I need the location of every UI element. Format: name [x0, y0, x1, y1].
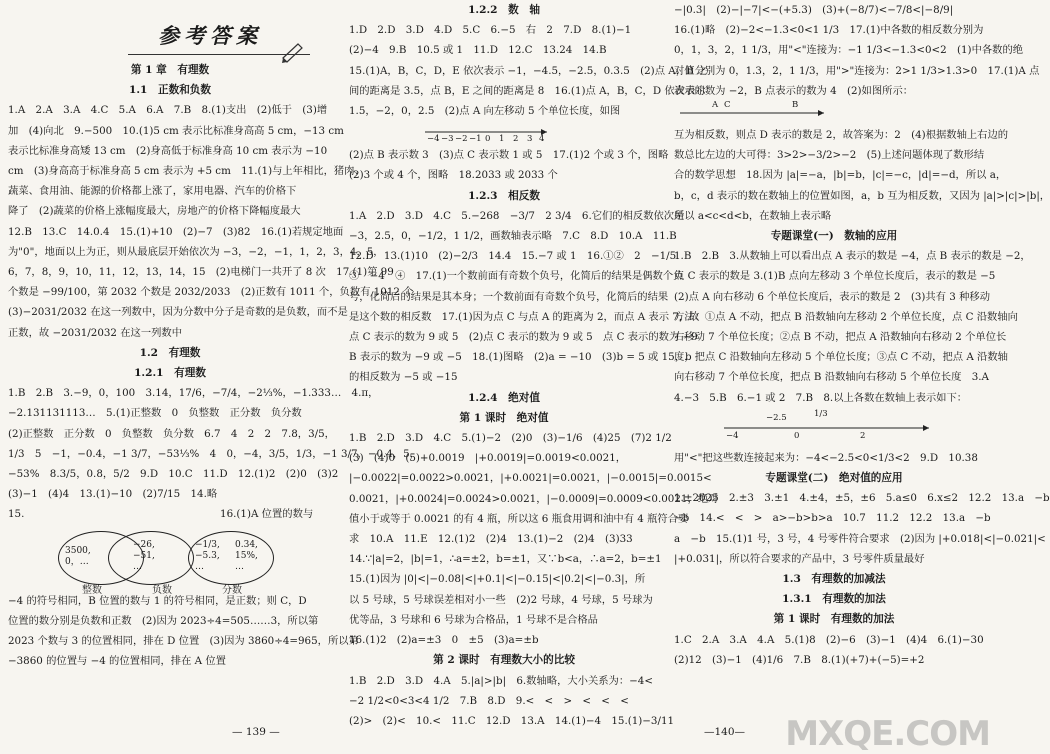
answer-line: (2)点 A 向右移动 6 个单位长度后，表示的数是 2 (3)共有 3 种移动 — [674, 290, 990, 303]
subsection-heading: 1.3.1 有理数的加法 — [782, 593, 886, 606]
answer-line: −2.131131113… 5.(1)正整数 0 负整数 正分数 负分数 — [8, 407, 302, 420]
answer-line: 16.(1)略 (2)−2<−1.3<0<1 1/3 17.(1)中各数的相反数分别为 — [674, 24, 984, 37]
answer-line: −b 14.< < > a>−b>b>a 10.7 11.2 12.2 13.a −b — [674, 512, 991, 525]
section-heading: 1.2 有理数 — [139, 346, 201, 359]
tick-label: 2 — [513, 134, 519, 145]
point-label-a: A — [712, 100, 719, 111]
number-line-figure-values — [674, 408, 994, 448]
section-heading: 1.3 有理数的加减法 — [782, 573, 886, 586]
fraction-caption: 分数 — [222, 584, 242, 596]
negative-caption: 负数 — [152, 584, 172, 596]
answer-line: 合的数学思想 18.因为 |a|=−a，|b|=b，|c|=−c，|d|=−d，所以 a， — [674, 169, 1007, 182]
answer-line: 右移动 7 个单位长度；②点 B 不动，把点 A 沿数轴向右移动 2 个单位长 — [674, 331, 1007, 344]
answer-line: 正数，故 −2031/2032 在这一列数中 — [8, 326, 183, 339]
answer-line: 表示的数为 −2，B 点表示的数为 4 (2)如图所示： — [674, 84, 914, 97]
right-column — [668, 0, 1050, 754]
answer-line: 表示比标准身高矮 13 cm (2)身高低于标准身高 10 cm 表示为 −10 — [8, 144, 328, 157]
number-line-figure-abc — [674, 101, 994, 125]
answer-line: 求 10.A 11.E 12.(1)2 (2)4 13.(1)−2 (2)4 (3)33 — [349, 533, 633, 546]
answer-line: B 表示的数为 −9 或 −5 18.(1)图略 (2)a = −10 (3)b = 5 或 15，b — [349, 351, 692, 364]
answer-line: 15. 16.(1)A 位置的数与 — [8, 508, 314, 521]
middle-column — [345, 0, 719, 748]
page-title: 参考答案 — [158, 23, 262, 48]
answer-line: 1/3 5 −1，−0.4，−1 3/7，−53⅓% 4 0，−4，3/5，1/3，−1 3/7，−0.4，5， — [8, 447, 420, 460]
answer-line: (3) (4)0 (5)+0.0019 |+0.0019|=0.0019<0.0021， — [349, 452, 627, 465]
answer-line: 号，化简后的结果是其本身；一个数前面有奇数个负号，化简后的结果 — [349, 290, 669, 303]
answer-line: −4 的符号相同，B 位置的数与 1 的符号相同，是正数；则 C，D — [8, 594, 307, 607]
topic-heading: 专题课堂(二) 绝对值的应用 — [765, 472, 903, 485]
answer-line: 1.A 2.D 3.D 4.C 5.−268 −3/7 2 3/4 6.它们的相反数依次是 — [349, 209, 685, 222]
number-line-figure — [349, 121, 659, 145]
answer-line: (2)12 (3)−1 (4)1/6 7.B 8.(1)(+7)+(−5)=+2 — [674, 653, 925, 666]
answer-line: −53% 8.3/5，0.8，5/2 9.D 10.C 11.D 12.(1)2 (2)0 (3)2 — [8, 468, 339, 481]
answer-line: 1.D 2.D 3.D 4.D 5.C 6.−5 右 2 7.D 8.(1)−1 — [349, 24, 632, 37]
answer-line: 1.±2025 2.±3 3.±1 4.±4，±5，±6 5.a≤0 6.x≤2 12.2 13.a −b — [674, 492, 1050, 505]
subsection-heading: 1.2.1 有理数 — [134, 367, 206, 380]
tick-label: −2 — [455, 134, 468, 145]
topic-heading: 专题课堂(一) 数轴的应用 — [770, 230, 898, 243]
negative-set-values: −26, −51, … — [133, 539, 155, 572]
answer-line: cm (3)身高高于标准身高 5 cm 表示为 +5 cm 11.(1)与上年相比，猪肉、 — [8, 165, 365, 178]
answer-line: 1.B 2.B 3.−9，0，100 3.14，17/6，−7/4，−2⅓%，−1.333… 4.π， — [8, 387, 379, 400]
answer-line: 优等品，3 号球和 6 号球为合格品，1 号球不是合格品 — [349, 613, 598, 626]
answer-line: 16.(1)2 (2)a=±3 0 ±5 (3)a=±b — [349, 634, 539, 647]
point-label-c: C — [724, 100, 731, 111]
answer-line: 15.(1)因为 |0|<|−0.08|<|+0.1|<|−0.15|<|0.2|<|−0.3|，所 — [349, 573, 646, 586]
answer-line: (2)正整数 正分数 0 负整数 负分数 6.7 4 2 2 7.8，3/5， — [8, 427, 335, 440]
pen-icon — [280, 38, 306, 64]
lesson-heading: 第 1 课时 有理数的加法 — [773, 613, 895, 626]
answer-line: 12.D 13.(1)10 (2)−2/3 14.4 15.−7 或 1 16.①② 2 −1/5 — [349, 250, 677, 263]
page-number-right: —140— — [704, 725, 746, 738]
answer-line: b，c，d 表示的数在数轴上的位置如图，a，b 互为相反数，又因为 |a|>|c|>|b|， — [674, 189, 1050, 202]
answer-line: 1.A 2.A 3.A 4.C 5.A 6.A 7.B 8.(1)支出 (2)低于 (3)增 — [8, 104, 328, 117]
answer-line: 1.B 2.D 3.D 4.C 5.(1)−2 (2)0 (3)−1/6 (4)25 (7)2 1/2 — [349, 432, 672, 445]
answer-line: 1.C 2.A 3.A 4.A 5.(1)8 (2)−6 (3)−1 (4)4 6.(1)−30 — [674, 633, 984, 646]
answer-line: 以 5 号球，5 号球误差相对小一些 (2)2 号球，4 号球，5 号球为 — [349, 593, 653, 606]
answer-line: 的相反数为 −5 或 −15 — [349, 371, 458, 384]
answer-line: 对值分别为 0，1.3，2，1 1/3，用">"连接为：2>1 1/3>1.3>0 17.(1)A 点 — [674, 64, 1040, 77]
answer-line: 间的距离是 3.5，点 B，E 之间的距离是 8 16.(1)点 A，B，C，D 依次表示 — [349, 84, 706, 97]
tick-label: −4 — [427, 134, 440, 145]
chapter-heading: 第 1 章 有理数 — [130, 64, 210, 76]
answer-line: −3，2.5，0，−1/2，1 1/2，画数轴表示略 7.C 8.D 10.A 11.B — [349, 230, 677, 243]
answer-line: −|0.3| (2)−|−7|<−(+5.3) (3)+(−8/7)<−7/8<|−8/9| — [674, 4, 954, 16]
answer-line: 1.B 2.B 3.从数轴上可以看出点 A 表示的数是 −4，点 B 表示的数是 −2， — [674, 250, 1031, 263]
answer-line: 2023 个数与 3 的位置相同，排在 D 位置 (3)因为 3860÷4=965，所以第 — [8, 635, 359, 648]
answer-line: 0.0021，|+0.0024|=0.0024>0.0021，|−0.0009|=0.0009<0.0021，绝对 — [349, 492, 719, 505]
value-label: −2.5 — [766, 412, 787, 423]
tick-label: 3 — [527, 134, 533, 145]
tick-label: 1 — [499, 134, 505, 145]
value-label: −4 — [726, 430, 739, 441]
site-watermark: MXQE.COM — [785, 713, 990, 754]
answer-line: 0，1，3，2，1 1/3，用"<"连接为：−1 1/3<−1.3<0<2 (1)中各数的绝 — [674, 44, 1024, 57]
tick-label: 0 — [485, 134, 491, 145]
answer-line: 1.5，−2，0，2.5 (2)点 A 向左移动 5 个单位长度，如图 — [349, 105, 621, 118]
answer-line: 点 C 表示的数为 9 或 5 (2)点 C 表示的数为 9 或 5 点 C 表示的数为 −9 — [349, 331, 698, 344]
answer-line: 是这个数的相反数 17.(1)因为点 C 与点 A 的距离为 2，而点 A 表示 7，故 — [349, 310, 700, 323]
fraction-set-values-right: 0.34, 15%, … — [235, 539, 258, 572]
answer-line: 值小于或等于 0.0021 的有 4 瓶，所以这 6 瓶食用调和油中有 4 瓶符合要 — [349, 512, 689, 525]
integer-set-values: 3500, 0，… — [65, 545, 91, 567]
lesson-heading: 第 2 课时 有理数大小的比较 — [433, 654, 575, 667]
value-label: 1/3 — [814, 408, 828, 419]
subsection-heading: 1.2.4 绝对值 — [468, 391, 540, 404]
answer-line: 4.−3 5.B 6.−1 或 2 7.B 8.以上各数在数轴上表示如下： — [674, 391, 968, 404]
answer-line: 1.B 2.D 3.D 4.A 5.|a|>|b| 6.数轴略，大小关系为：−4< — [349, 674, 653, 687]
answer-line: 14.∵|a|=2，|b|=1，∴a=±2，b=±1，又∵b<a，∴a=2，b=±1 — [349, 553, 662, 566]
answer-line: 用"<"把这些数连接起来为：−4<−2.5<0<1/3<2 9.D 10.38 — [674, 451, 978, 464]
value-label: 0 — [794, 430, 800, 441]
subsection-heading: 1.2.2 数 轴 — [468, 4, 540, 16]
answer-line: (3)−2031/2032 在这一列数中，因为分数中分子是奇数的是负数，而不是 — [8, 306, 348, 319]
answer-key-header — [0, 0, 340, 60]
answer-line: −2 1/2<0<3<4 1/2 7.B 8.D 9.< < > < < < — [349, 694, 629, 707]
section-heading: 1.1 正数和负数 — [129, 84, 211, 97]
answer-line: (2)3 个或 4 个，图略 18.2033 或 2033 个 — [349, 169, 558, 182]
answer-line: |−0.0022|=0.0022>0.0021，|+0.0021|=0.0021，|−0.0015|=0.0015< — [349, 472, 712, 485]
answer-line: 蔬菜、食用油、能源的价格都上涨了，家用电器、汽车的价格下 — [8, 185, 297, 198]
fraction-set-values-left: −1/3, −5.3, … — [195, 539, 220, 572]
answer-line: 方法：①点 A 不动，把点 B 沿数轴向左移动 2 个单位长度，点 C 沿数轴向 — [674, 310, 1018, 323]
answer-line: 所以 a<c<d<b，在数轴上表示略 — [674, 209, 832, 222]
answer-line: −3860 的位置与 −4 的位置相同，排在 A 位置 — [8, 655, 226, 668]
answer-line: 15.(1)A，B，C，D，E 依次表示 −1，−4.5，−2.5，0.3.5 (2)点 A，B 之 — [349, 64, 708, 77]
answer-line: 位置的数分别是负数和正数 (2)因为 2023÷4=505……3，所以第 — [8, 614, 319, 627]
answer-line: a −b 15.(1)1 号，3 号，4 号零件符合要求 (2)因为 |+0.018|<|−0.021|< — [674, 532, 1046, 545]
value-label: 2 — [860, 430, 866, 441]
answer-line: 点 C 表示的数是 3.(1)B 点向左移动 3 个单位长度后，表示的数是 −5 — [674, 270, 996, 283]
tick-label: −3 — [441, 134, 454, 145]
answer-line: |+0.031|，所以符合要求的产品中，3 号零件质量最好 — [674, 552, 925, 565]
answer-line: 个数是 −99/100，第 2032 个数是 2032/2033 (2)正数有 1011 个，负数有 1012 个 — [8, 286, 414, 299]
fraction-set-oval — [188, 531, 274, 585]
page-number-left: — 139 — — [232, 725, 280, 738]
negative-set-oval — [108, 531, 194, 585]
answer-line: 为"0"，地面以上为正，则从最底层开始依次为 −3，−2，−1，1，2，3，4，5， — [8, 245, 384, 258]
answer-line: (3)−1 (4)4 13.(1)−10 (2)7/15 14.略 — [8, 488, 218, 501]
point-label-b: B — [792, 100, 799, 111]
answer-line: 6，7，8，9，10，11，12，13，14，15 (2)电梯门一共开了 8 次 17.(1)第 99 — [8, 266, 394, 279]
answer-line: 度，把点 C 沿数轴向左移动 5 个单位长度；③点 C 不动，把点 A 沿数轴 — [674, 351, 1008, 364]
answer-line: 互为相反数，则点 D 表示的数是 2，故答案为：2 (4)根据数轴上右边的 — [674, 129, 1009, 142]
tick-label: −1 — [469, 134, 482, 145]
answer-line: 降了 (2)蔬菜的价格上涨幅度最大，房地产的价格下降幅度最大 — [8, 205, 301, 218]
answer-line: 12.B 13.C 14.0.4 15.(1)+10 (2)−7 (3)82 16.(1)若规定地面 — [8, 225, 344, 238]
answer-line: (2)> (2)< 10.< 11.C 12.D 13.A 14.(1)−4 15.(1)−3/11 — [349, 714, 675, 727]
venn-diagram — [38, 525, 332, 596]
answer-line: ③ −4 ④ 17.(1)一个数前面有奇数个负号，化简后的结果是偶数个负 — [349, 270, 684, 283]
answer-line: (2)−4 9.B 10.5 或 1 11.D 12.C 13.24 14.B — [349, 44, 607, 57]
integer-caption: 整数 — [82, 584, 102, 596]
subsection-heading: 1.2.3 相反数 — [468, 189, 540, 202]
answer-line: (2)点 B 表示数 3 (3)点 C 表示数 1 或 5 17.(1)2 个或 3 个，图略 — [349, 149, 669, 162]
answer-line: 加 (4)向北 9.−500 10.(1)5 cm 表示比标准身高高 5 cm，−13 cm — [8, 124, 344, 137]
answer-line: 数总比左边的大可得：3>2>−3/2>−2 (5)上述问题体现了数形结 — [674, 149, 985, 162]
tick-label: 4 — [539, 134, 545, 145]
lesson-heading: 第 1 课时 绝对值 — [459, 411, 549, 424]
answer-line: 向右移动 7 个单位长度，把点 B 沿数轴向右移动 5 个单位长度 3.A — [674, 371, 989, 384]
